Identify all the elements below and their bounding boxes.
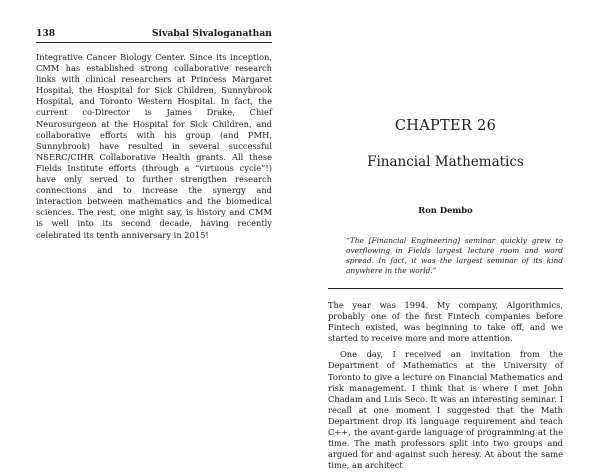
epigraph-divider (328, 288, 563, 289)
left-body-text: Integrative Cancer Biology Center. Since its inception, CMM has established strong collaborative research links with clinical researchers at Princess Margaret Hospital, the Hospital for Sick Children, Sunnybrook Hospital, and Toronto Western Hospital. In fact, the current co-Director is James Drake, Chief Neurosurgeon at the Hospital for Sick Children, and collaborative efforts with his group (and PMH, Sunnybrook) have resulted in several successful NSERC/CIHR Collaborative Health grants. All these Fields Institute efforts (through a “virtuous cycle”!) have only served to further strengthen research connections and to increase the synergy and interaction between mathematics and the biomedical sciences. The rest, one might say, is history and CMM is well into its second decade, having recently celebrated its tenth anniversary in 2015! (36, 52, 272, 240)
left-page (36, 28, 272, 241)
running-head (36, 28, 272, 43)
epigraph: “The [Financial Engineering] seminar quickly grew to overflowing in Fields largest lecture room and word spread. In fact, it was the largest seminar of its kind anywhere in the world.” (346, 236, 563, 275)
chapter-label: CHAPTER 26 (394, 118, 497, 134)
page-number: 138 (36, 28, 56, 39)
body-paragraph: The year was 1994. My company, Algorithmics, probably one of the first Fintech companies before Fintech existed, was beginning to take off, and we started to receive more and more attention. (328, 300, 563, 344)
chapter-author: Ron Dembo (418, 205, 473, 215)
chapter-title: Financial Mathematics (367, 154, 524, 170)
body-paragraph: One day, I received an invitation from the Department of Mathematics at the University of Toronto to give a lecture on Financial Mathematics and risk management. I think that is where I met John Chadam and Luis Seco. It was an interesting seminar. I recall at one moment I suggested that the Math Department drop its language requirement and teach C++, the avant-garde language of programming at the time. The math professors split into two groups and argued for and against such heresy. At about the same time, an architect (328, 349, 563, 471)
running-head-author: Sivabal Sivaloganathan (151, 28, 272, 39)
right-body-text (328, 300, 563, 471)
right-page (328, 118, 563, 476)
